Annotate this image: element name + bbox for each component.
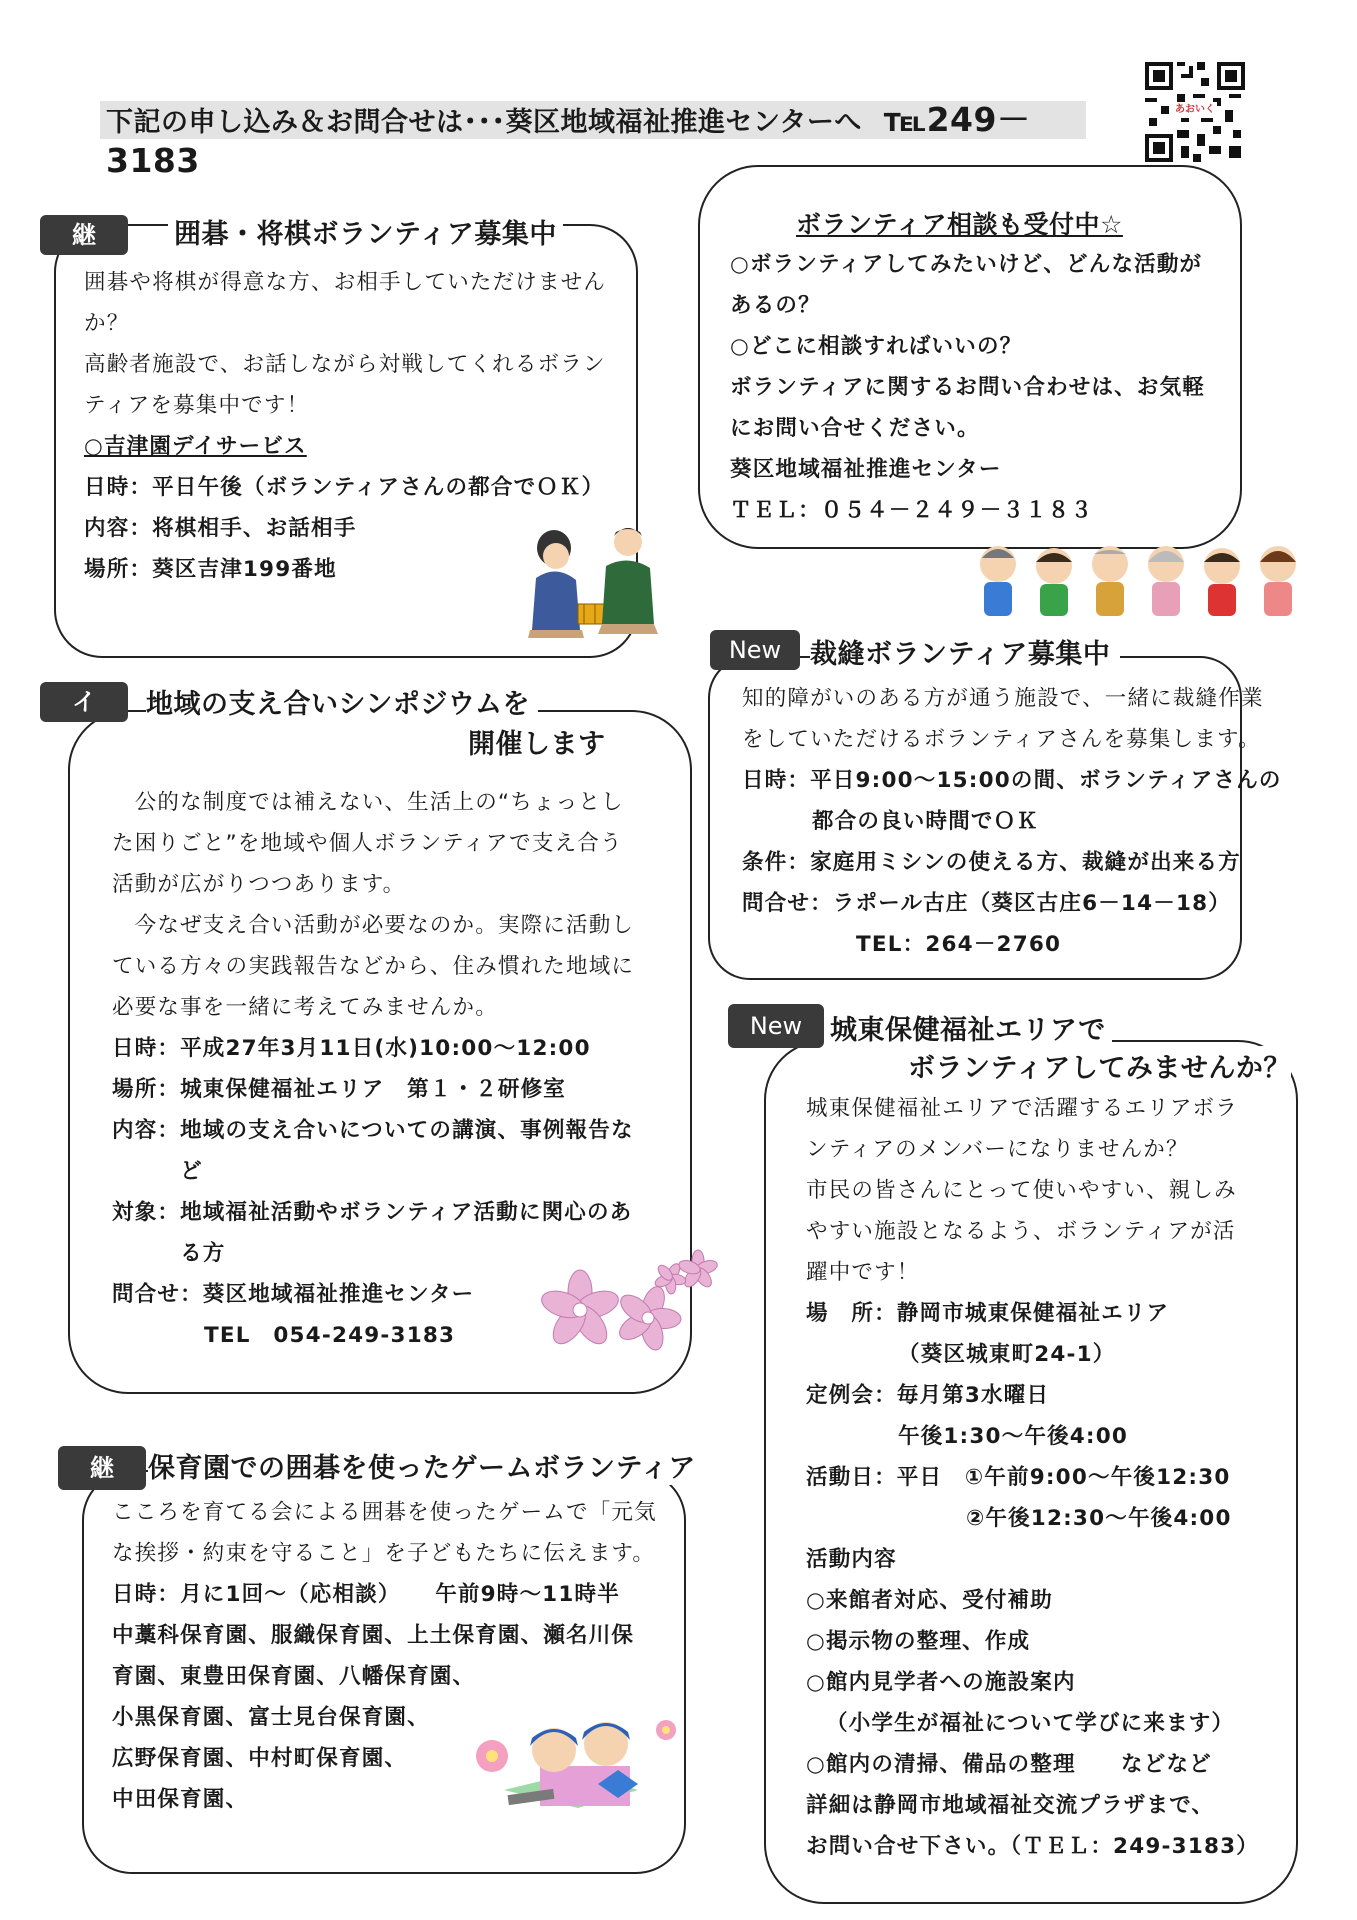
text-line: あるの？	[730, 293, 821, 318]
joto-title-1: 城東保健福祉エリアで	[824, 1008, 1112, 1047]
text-line: か？	[84, 311, 130, 336]
text-line: 城東保健福祉エリアで活躍するエリアボラ	[806, 1096, 1238, 1121]
consult-title	[796, 205, 1123, 241]
contact-line: 問合せ：葵区地域福祉推進センター	[112, 1282, 475, 1307]
people-illustration	[978, 540, 1308, 624]
tel-line: TEL 054-249-3183	[204, 1323, 456, 1348]
content-line-cont: ど	[112, 1159, 203, 1184]
text-line: ンティアのメンバーになりませんか？	[806, 1137, 1189, 1162]
date-line: 日時：平日午後（ボランティアさんの都合でＯＫ）	[84, 475, 605, 500]
text-line: な挨拶・約束を守ること」を子どもたちに伝えます。	[112, 1541, 656, 1566]
meeting-line: 定例会：毎月第3水曜日	[806, 1383, 1050, 1408]
text-line: にお問い合せください。	[730, 416, 980, 441]
target-line-cont: る方	[112, 1241, 226, 1266]
text-line: 今なぜ支え合い活動が必要なのか。実際に活動し	[112, 913, 635, 938]
text-line: 高齢者施設で、お話しながら対戦してくれるボラン	[84, 352, 606, 377]
new-tag-joto: New	[728, 1004, 824, 1048]
sewing-body	[742, 678, 1282, 965]
place-line: 場所：葵区吉津199番地	[84, 557, 337, 582]
text-line: 活動が広がりつつあります。	[112, 872, 406, 897]
nursery-list-line: 中藁科保育園、服織保育園、上土保育園、瀬名川保	[112, 1623, 635, 1648]
consult-title-text: ボランティア相談も受付中☆	[796, 210, 1123, 239]
text-line: 囲碁や将棋が得意な方、お相手していただけません	[84, 270, 607, 295]
contact-line: 問合せ：ラポール古庄（葵区古庄6－14－18）	[742, 891, 1231, 916]
meeting-line-cont: 午後1:30～午後4:00	[898, 1424, 1129, 1449]
qr-code	[1145, 62, 1245, 162]
text-line: こころを育てる会による囲碁を使ったゲームで「元気	[112, 1500, 657, 1525]
text-line: ている方々の実践報告などから、住み慣れた地域に	[112, 954, 635, 979]
nursery-title: 保育園での囲碁を使ったゲームボランティア	[148, 1446, 702, 1485]
new-tag: New	[710, 630, 800, 670]
kids-illustration	[468, 1700, 688, 1824]
nursery-list-line: 広野保育園、中村町保育園、	[112, 1746, 408, 1771]
cherry-blossom-illustration	[540, 1248, 720, 1362]
text-line: 公的な制度では補えない、生活上の“ちょっとし	[112, 790, 624, 815]
target-line: 対象：地域福祉活動やボランティア活動に関心のあ	[112, 1200, 633, 1225]
text-line: ボランティアに関するお問い合わせは、お気軽	[730, 375, 1205, 400]
text-line: やすい施設となるよう、ボランティアが活	[806, 1219, 1236, 1244]
shogi-players-illustration	[528, 520, 658, 644]
activity-item: ○掲示物の整理、作成	[806, 1629, 1031, 1654]
consult-body	[730, 244, 1205, 531]
nursery-list-line: 小黒保育園、富士見台保育園、	[112, 1705, 430, 1730]
text-line: 必要な事を一緒に考えてみませんか。	[112, 995, 498, 1020]
sewing-title: 裁縫ボランティア募集中	[810, 632, 1120, 671]
nursery-list-line: 中田保育園、	[112, 1787, 249, 1812]
go-title: 囲碁・将棋ボランティア募集中	[168, 212, 563, 251]
date-line: 日時：月に1回～（応相談） 午前9時～11時半	[112, 1582, 620, 1607]
place-line: 場 所：静岡市城東保健福祉エリア	[806, 1301, 1170, 1326]
activity-item: 詳細は静岡市地域福祉交流プラザまで、	[806, 1793, 1215, 1818]
continuing-tag-nursery: 継	[58, 1446, 146, 1490]
tel-line: TEL：264－2760	[856, 932, 1062, 957]
place-line: 場所：城東保健福祉エリア 第１・２研修室	[112, 1077, 567, 1102]
date-line: 日時：平日9:00～15:00の間、ボランティアさんの	[742, 768, 1282, 793]
activity-label: 活動内容	[806, 1547, 897, 1572]
activity-item: ○館内見学者への施設案内	[806, 1670, 1076, 1695]
date-line: 日時：平成27年3月11日(水)10:00～12:00	[112, 1036, 591, 1061]
tel-number: 249－3183	[106, 100, 1031, 180]
activity-item: ○来館者対応、受付補助	[806, 1588, 1053, 1613]
text-line: ○ボランティアしてみたいけど、どんな活動が	[730, 252, 1203, 277]
joto-title-2: ボランティアしてみませんか？	[908, 1046, 1291, 1085]
text-line: た困りごと”を地域や個人ボランティアで支え合う	[112, 831, 623, 856]
continuing-tag: 継	[40, 215, 128, 255]
text-line: 知的障がいのある方が通う施設で、一緒に裁縫作業	[742, 686, 1264, 711]
days-line-cont: ②午後12:30～午後4:00	[966, 1506, 1232, 1531]
text-line: をしていただけるボランティアさんを募集します。	[742, 727, 1261, 752]
date-line-cont: 都合の良い時間でＯＫ	[812, 809, 1040, 834]
symposium-title-2: 開催します	[468, 722, 606, 761]
header-banner	[100, 100, 1086, 180]
header-text: 下記の申し込み＆お問合せは･･･葵区地域福祉推進センターへ	[106, 107, 862, 138]
content-line: 内容：地域の支え合いについての講演、事例報告な	[112, 1118, 634, 1143]
joto-body	[806, 1088, 1259, 1867]
symposium-title-1: 地域の支え合いシンポジウムを	[146, 682, 538, 721]
facility-name: ○吉津園デイサービス	[84, 434, 307, 459]
text-line: 市民の皆さんにとって使いやすい、親しみ	[806, 1178, 1237, 1203]
symposium-tag: イ	[40, 682, 128, 722]
text-line: 葵区地域福祉推進センター	[730, 457, 1002, 482]
activity-item: お問い合せ下さい。（ＴＥＬ：249-3183）	[806, 1834, 1259, 1859]
activity-item: （小学生が福祉について学びに来ます）	[826, 1711, 1235, 1736]
tel-mark: ℡	[883, 100, 927, 139]
condition-line: 条件：家庭用ミシンの使える方、裁縫が出来る方	[742, 850, 1241, 875]
nursery-list-line: 育園、東豊田保育園、八幡保育園、	[112, 1664, 476, 1689]
text-line: ＴＥＬ：０５４－２４９－３１８３	[730, 498, 1094, 523]
text-line: ティアを募集中です！	[84, 393, 310, 418]
text-line: 躍中です！	[806, 1260, 920, 1285]
qr-label: あおいく	[1175, 104, 1215, 115]
content-line: 内容：将棋相手、お話相手	[84, 516, 357, 541]
text-line: ○どこに相談すればいいの？	[730, 334, 1023, 359]
days-line: 活動日：平日 ①午前9:00～午後12:30	[806, 1465, 1231, 1490]
place-line-cont: （葵区城東町24-1）	[898, 1342, 1116, 1367]
activity-item: ○館内の清掃、備品の整理 などなど	[806, 1752, 1212, 1777]
